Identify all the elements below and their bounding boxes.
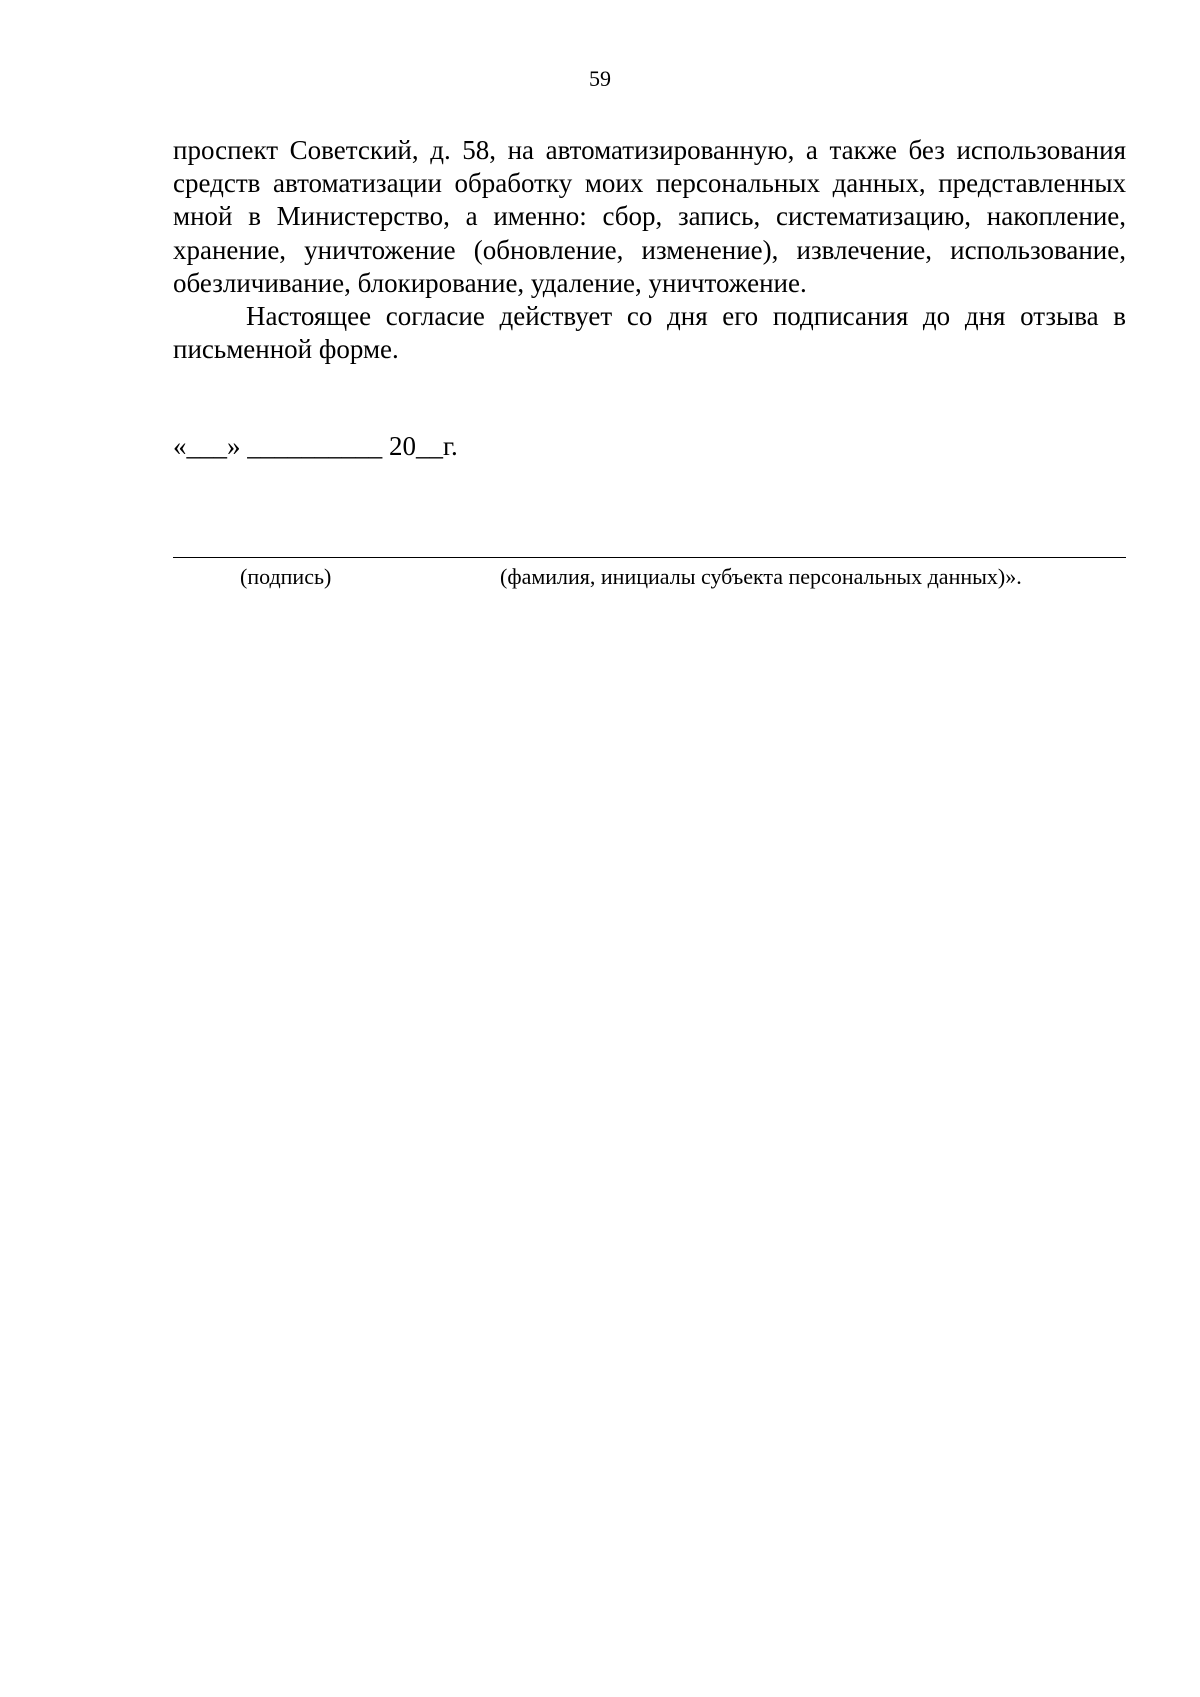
page-number: 59 xyxy=(589,66,611,91)
paragraph-processing-consent: проспект Советский, д. 58, на автоматизированную, а также без использования средств автоматизации обработку моих персональных данных, представленных мной в Министерство, а именно: сбор, запись, систематизацию, накопление, хранение, уничтожение (обновление, изменение), извлечение, использование, обезличивание, блокирование, удаление, уничтожение. xyxy=(173,135,1126,298)
signature-line xyxy=(173,557,1126,558)
paragraph-validity-period: Настоящее согласие действует со дня его подписания до дня отзыва в письменной форме. xyxy=(173,301,1126,365)
signature-caption: (подпись) xyxy=(240,564,332,589)
body-text xyxy=(173,134,1126,366)
name-caption: (фамилия, инициалы субъекта персональных данных)». xyxy=(500,564,1022,589)
date-line: «___» __________ 20__г. xyxy=(173,431,458,461)
